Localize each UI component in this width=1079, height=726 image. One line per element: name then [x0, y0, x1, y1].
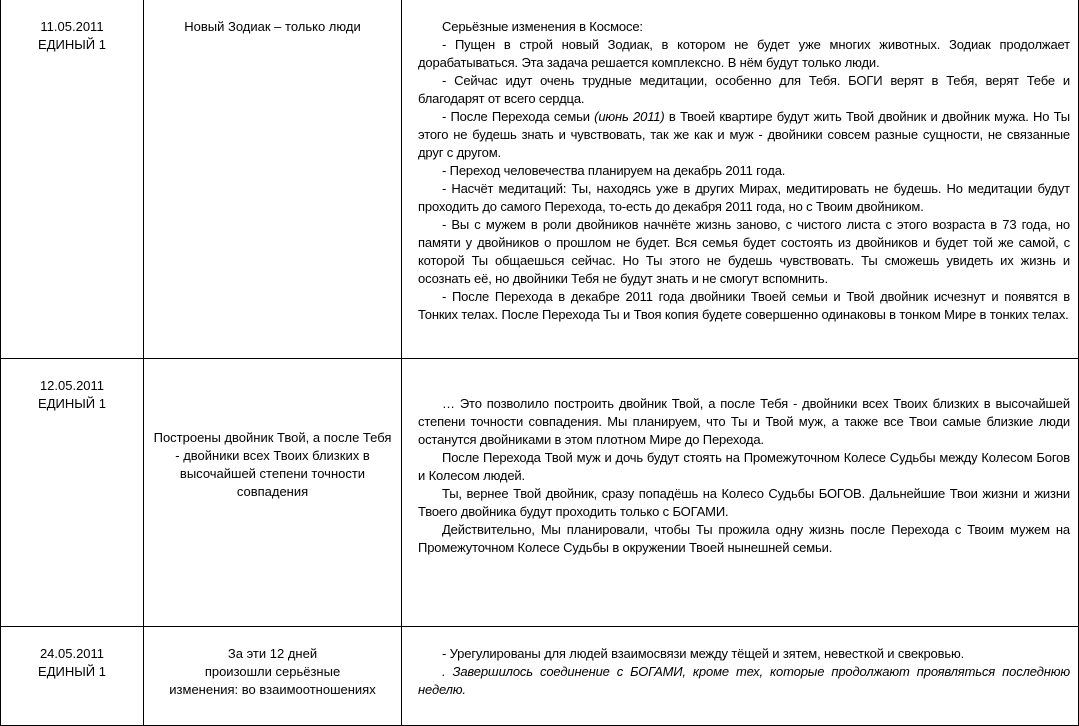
message-cell	[402, 359, 1079, 627]
title-cell	[144, 0, 402, 359]
date-cell	[1, 359, 144, 627]
table-row	[1, 359, 1079, 627]
entry-source: ЕДИНЫЙ 1	[38, 37, 106, 52]
message-cell	[402, 627, 1079, 726]
message-paragraph: . Завершилось соединение с БОГАМИ, кроме тех, которые продолжают проявляться последнюю неделю.	[418, 664, 1070, 697]
message-paragraph	[418, 108, 1070, 162]
message-paragraph: Действительно, Мы планировали, чтобы Ты прожила одну жизнь после Перехода с Твоим мужем на Промежуточном Колесе Судьбы в окружении Твоей нынешней семьи.	[418, 522, 1070, 555]
entry-date: 12.05.2011	[39, 378, 105, 393]
message-paragraph: - Пущен в строй новый Зодиак, в котором не будет уже многих животных. Зодиак продолжает дорабатываться. Эта задача решается комплексно. В нём будут только люди.	[418, 37, 1070, 70]
message-paragraph: - Сейчас идут очень трудные медитации, особенно для Тебя. БОГИ верят в Тебя, верят Тебе и благодарят от всего сердца.	[418, 73, 1070, 106]
italic-date-note: (июнь 2011)	[594, 109, 665, 124]
date-cell	[1, 0, 144, 359]
message-paragraph: Ты, вернее Твой двойник, сразу попадёшь на Колесо Судьбы БОГОВ. Дальнейшие Твои жизни и жизни Твоего двойника будут проходить только с БОГАМИ.	[418, 486, 1070, 519]
text-span: в Твоей квартире будут жить Твой двойник и двойник мужа. Но Ты этого не будешь знать и чувствовать, так же как и муж - двойники совсем разные сущности, не связанные друг с другом.	[418, 109, 1070, 160]
title-cell	[144, 359, 402, 627]
entry-title-line: изменения: во взаимоотношениях	[169, 682, 376, 697]
message-paragraph: … Это позволило построить двойник Твой, а после Тебя - двойники всех Твоих близких в высочайшей степени точности совпадения. Мы планируем, что Ты и Твой муж, а также все Твои самые близкие люди останутся двойниками в этом плотном Мире до Перехода.	[418, 396, 1070, 447]
entry-title: Построены двойник Твой, а после Тебя - двойники всех Твоих близких в высочайшей степени точности совпадения	[153, 430, 392, 499]
entry-source: ЕДИНЫЙ 1	[38, 664, 106, 679]
message-paragraph: - Насчёт медитаций: Ты, находясь уже в других Мирах, медитировать не будешь. Но медитации будут проходить до самого Перехода, то-есть до декабря 2011 года, но с Твоим двойником.	[418, 181, 1070, 214]
title-cell	[144, 627, 402, 726]
entry-title-line: За эти 12 дней	[227, 646, 318, 661]
entry-title: Новый Зодиак – только люди	[184, 19, 361, 34]
message-paragraph: После Перехода Твой муж и дочь будут стоять на Промежуточном Колесе Судьбы между Колесом Богов и Колесом людей.	[418, 450, 1070, 483]
message-paragraph: - Переход человечества планируем на декабрь 2011 года.	[442, 163, 786, 178]
entry-title-line: произошли серьёзные	[204, 664, 341, 679]
table-row	[1, 627, 1079, 726]
date-cell	[1, 627, 144, 726]
entry-date: 11.05.2011	[40, 19, 104, 34]
message-paragraph: - Урегулированы для людей взаимосвязи между тёщей и зятем, невесткой и свекровью.	[442, 646, 965, 661]
message-paragraph: Серьёзные изменения в Космосе:	[442, 19, 643, 34]
entry-date: 24.05.2011	[39, 646, 105, 661]
table-row	[1, 0, 1079, 359]
message-paragraph: - Вы с мужем в роли двойников начнёте жизнь заново, с чистого листа с этого возраста в 73 года, но памяти у двойников о прошлом не будет. Вся семья будет состоять из двойников и будет той же самой, с которой Ты общаешься сейчас. Но Ты этого не будешь чувствовать. Ты сможешь увидеть их жизнь и осознать её, но двойники Тебя не будут знать и не смогут вспомнить.	[418, 217, 1070, 286]
entry-source: ЕДИНЫЙ 1	[38, 396, 106, 411]
text-span: - После Перехода семьи	[442, 109, 595, 124]
message-cell	[402, 0, 1079, 359]
message-paragraph: - После Перехода в декабре 2011 года двойники Твоей семьи и Твой двойник исчезнут и появятся в Тонких телах. После Перехода Ты и Твоя копия будете совершенно одинаковы в тонком Мире в тонких телах.	[418, 289, 1070, 322]
